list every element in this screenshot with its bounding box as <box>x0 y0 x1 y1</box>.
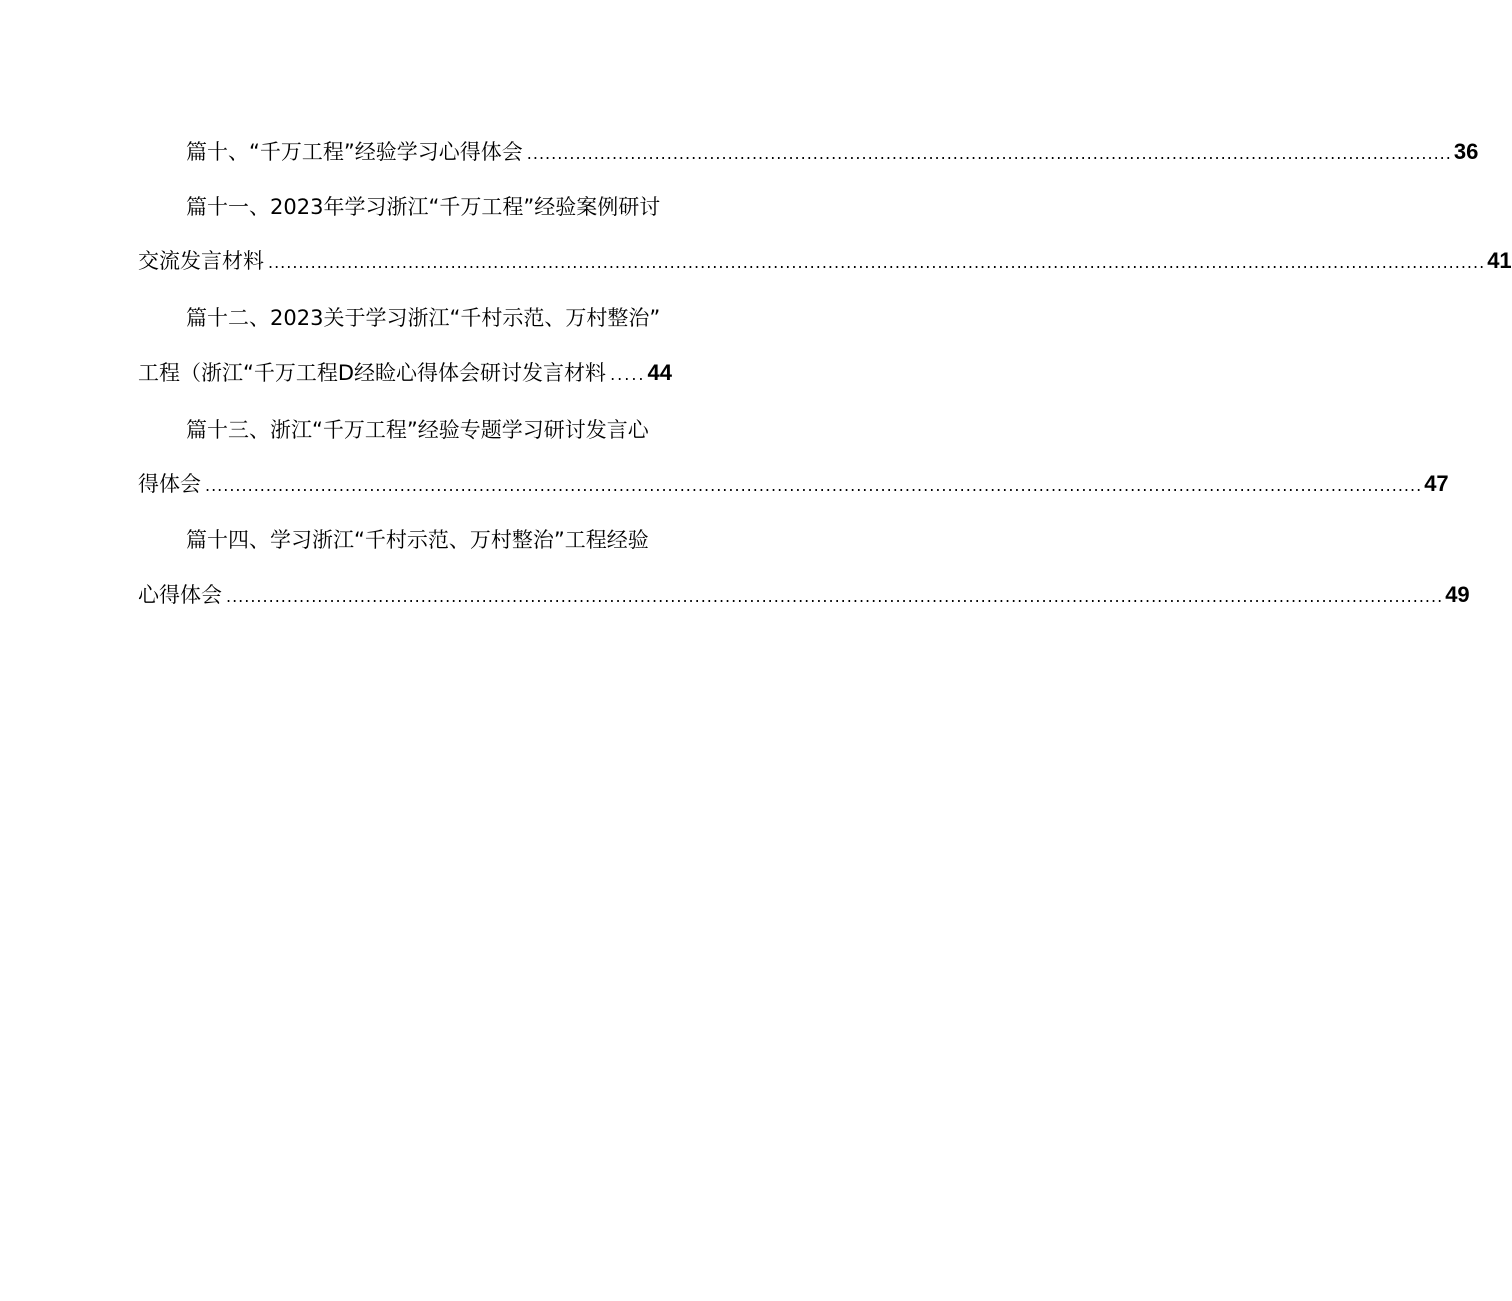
toc-entry-13-line2[interactable] <box>138 468 1449 500</box>
toc-leader-dots: ........................................................................................................................................................................................................ <box>205 476 1423 495</box>
toc-leader-dots: ........................................................................................................................................................ <box>526 144 1452 163</box>
toc-leader-dots: ..... <box>610 365 646 384</box>
toc-entry-13-line1[interactable] <box>186 414 649 446</box>
toc-entry-12-line1[interactable] <box>186 302 660 334</box>
toc-entry-title-cont: 心得体会 <box>138 583 222 607</box>
toc-entry-title: 篇十四、学习浙江“千村示范、万村整治”工程经验 <box>186 528 649 552</box>
toc-page-number: 41 <box>1487 248 1512 273</box>
toc-leader-dots: ........................................................................................................................................................................................................ <box>268 253 1486 272</box>
toc-page-number: 49 <box>1445 582 1470 607</box>
toc-entry-title: 篇十二、2023关于学习浙江“千村示范、万村整治” <box>186 306 661 330</box>
toc-entry-14-line2[interactable] <box>138 579 1470 611</box>
toc-entry-title-cont: 交流发言材料 <box>138 249 264 273</box>
toc-page-number: 44 <box>647 360 672 385</box>
toc-page-number: 36 <box>1453 139 1479 164</box>
toc-entry-title-cont: 工程（浙江“千万工程D经睑心得体会研讨发言材料 <box>138 361 607 385</box>
toc-page-number: 47 <box>1424 471 1449 496</box>
toc-leader-dots: ........................................................................................................................................................................................................ <box>226 587 1444 606</box>
toc-entry-title: 篇十三、浙江“千万工程”经验专题学习研讨发言心 <box>186 418 649 442</box>
toc-entry-14-line1[interactable] <box>186 524 649 556</box>
toc-entry-title-cont: 得体会 <box>138 472 201 496</box>
toc-entry-title: 篇十、“千万工程”经验学习心得体会 <box>186 140 523 164</box>
toc-entry-11-line1[interactable] <box>186 191 660 223</box>
toc-entry-11-line2[interactable] <box>138 245 1512 277</box>
toc-entry-12-line2[interactable] <box>138 357 690 389</box>
toc-entry-title: 篇十一、2023年学习浙江“千万工程”经验案例研讨 <box>186 195 661 219</box>
toc-entry-10[interactable] <box>186 136 1479 168</box>
